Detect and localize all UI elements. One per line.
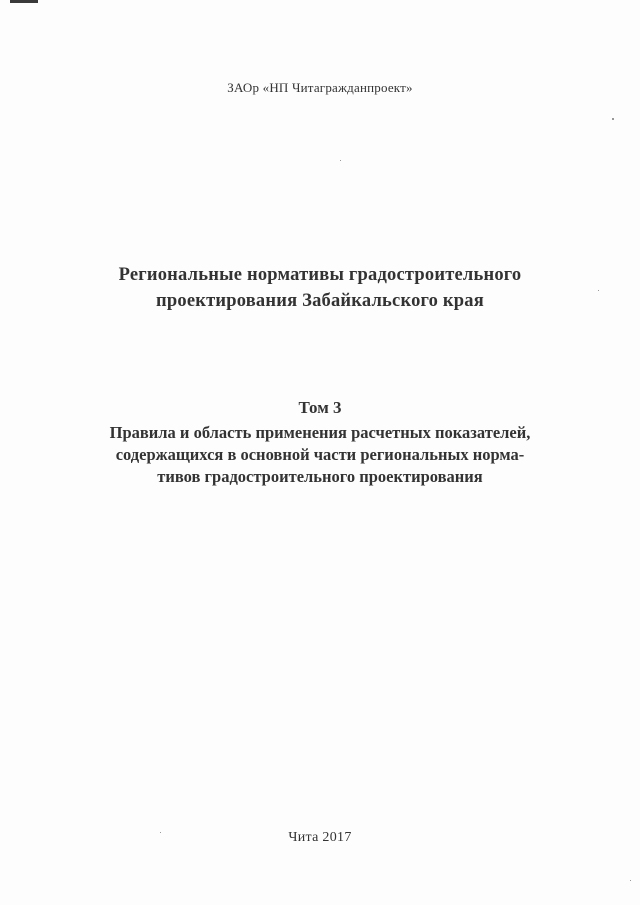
subtitle-line-3: тивов градостроительного проектирования [157, 467, 483, 486]
scan-speck [598, 290, 599, 291]
subtitle-line-2: содержащихся в основной части региональных норма- [115, 445, 525, 464]
volume-subtitle [70, 422, 570, 488]
city-year: Чита 2017 [288, 830, 352, 845]
scan-speck [630, 880, 631, 881]
title-line-1: Региональные нормативы градостроительного [118, 265, 522, 285]
scan-speck [160, 832, 161, 833]
document-title [60, 262, 580, 314]
scan-speck [612, 118, 614, 120]
subtitle-line-1: Правила и область применения расчетных показателей, [109, 423, 531, 442]
scan-corner-mark [10, 0, 38, 3]
title-line-2: проектирования Забайкальского края [156, 291, 484, 311]
volume-label: Том 3 [298, 398, 342, 417]
organization-name: ЗАОр «НП Читагражданпроект» [227, 80, 413, 95]
scan-speck [340, 160, 341, 161]
